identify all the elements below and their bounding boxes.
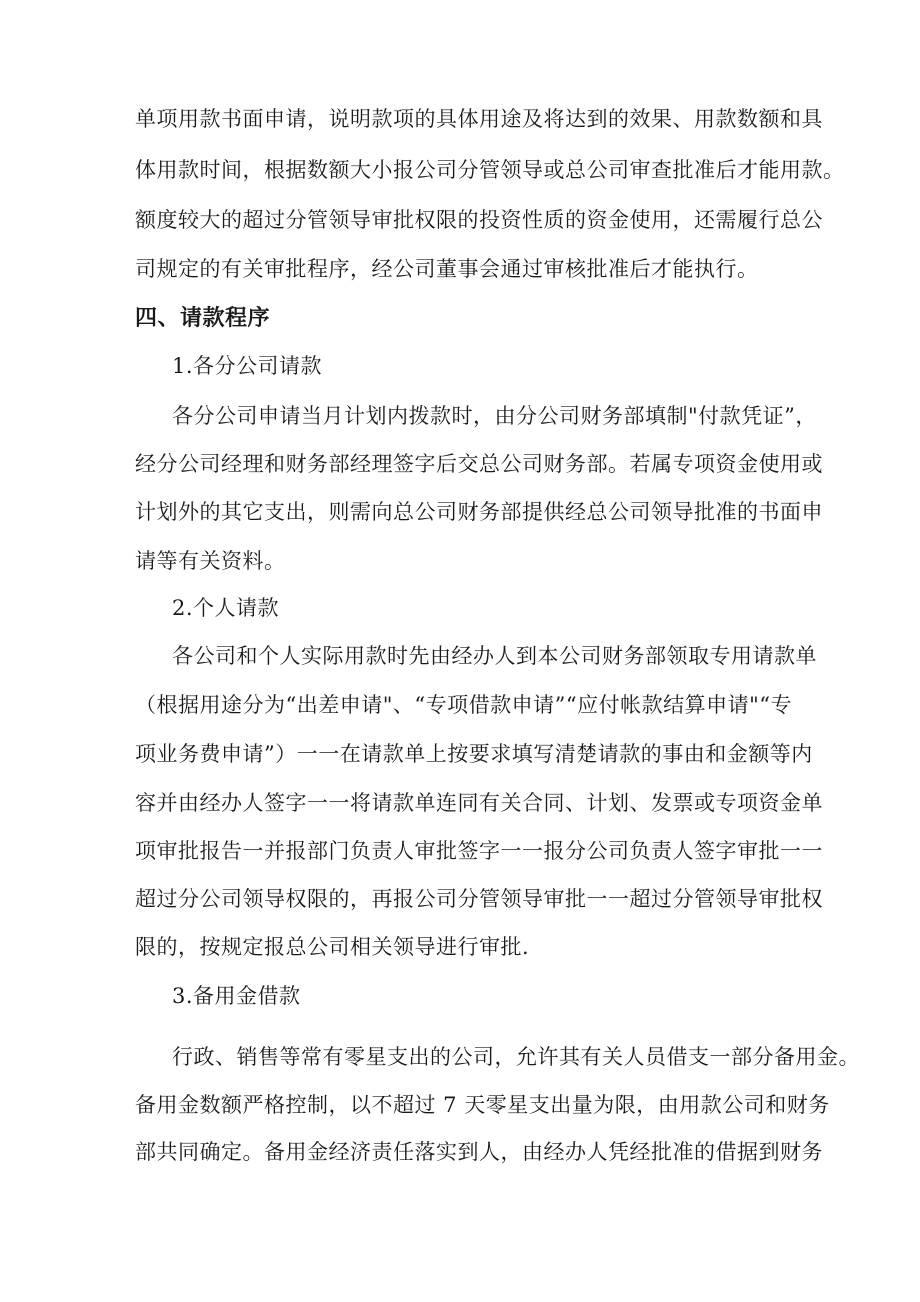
paragraph-line: 司规定的有关审批程序，经公司董事会通过审核批准后才能执行。 — [135, 257, 759, 281]
paragraph-line: 部共同确定。备用金经济责任落实到人，由经办人凭经批准的借据到财务 — [135, 1140, 823, 1164]
paragraph-line: 请等有关资料。 — [135, 549, 286, 573]
paragraph-line: （根据用途分为“出差申请"、“专项借款申请”“应付帐款结算申请"“专 — [135, 693, 792, 717]
paragraph-line: 备用金数额严格控制，以不超过 7 天零星支出量为限，由用款公司和财务 — [135, 1093, 830, 1117]
section-heading: 四、请款程序 — [135, 306, 271, 331]
paragraph-line: 超过分公司领导权限的，再报公司分管领导审批一一超过分管领导审批权 — [135, 887, 823, 911]
paragraph-line: 体用款时间，根据数额大小报公司分管领导或总公司审查批准后才能用款。 — [135, 158, 845, 182]
subsection-title: 2.个人请款 — [172, 596, 280, 620]
paragraph-line: 项审批报告一并报部门负责人审批签字一一报分公司负责人签字审批一一 — [135, 839, 823, 863]
paragraph-line: 限的，按规定报总公司相关领导进行审批. — [135, 935, 530, 959]
paragraph-line: 各公司和个人实际用款时先由经办人到本公司财务部领取专用请款单 — [172, 644, 817, 668]
subsection-title: 3.备用金借款 — [172, 984, 301, 1008]
paragraph-line: 行政、销售等常有零星支出的公司，允许其有关人员借支一部分备用金。 — [172, 1045, 860, 1069]
paragraph-line: 单项用款书面申请，说明款项的具体用途及将达到的效果、用款数额和具 — [135, 107, 823, 131]
paragraph-line: 经分公司经理和财务部经理签字后交总公司财务部。若属专项资金使用或 — [135, 452, 823, 476]
subsection-title: 1.各分公司请款 — [172, 354, 323, 378]
paragraph-line: 计划外的其它支出，则需向总公司财务部提供经总公司领导批准的书面申 — [135, 500, 823, 524]
paragraph-line: 额度较大的超过分管领导审批权限的投资性质的资金使用，还需履行总公 — [135, 208, 823, 232]
paragraph-line: 容并由经办人签字一一将请款单连同有关合同、计划、发票或专项资金单 — [135, 791, 823, 815]
paragraph-line: 各分公司申请当月计划内拨款时，由分公司财务部填制"付款凭证”， — [172, 404, 817, 428]
paragraph-line: 项业务费申请”）一一在请款单上按要求填写清楚请款的事由和金额等内 — [135, 742, 813, 766]
